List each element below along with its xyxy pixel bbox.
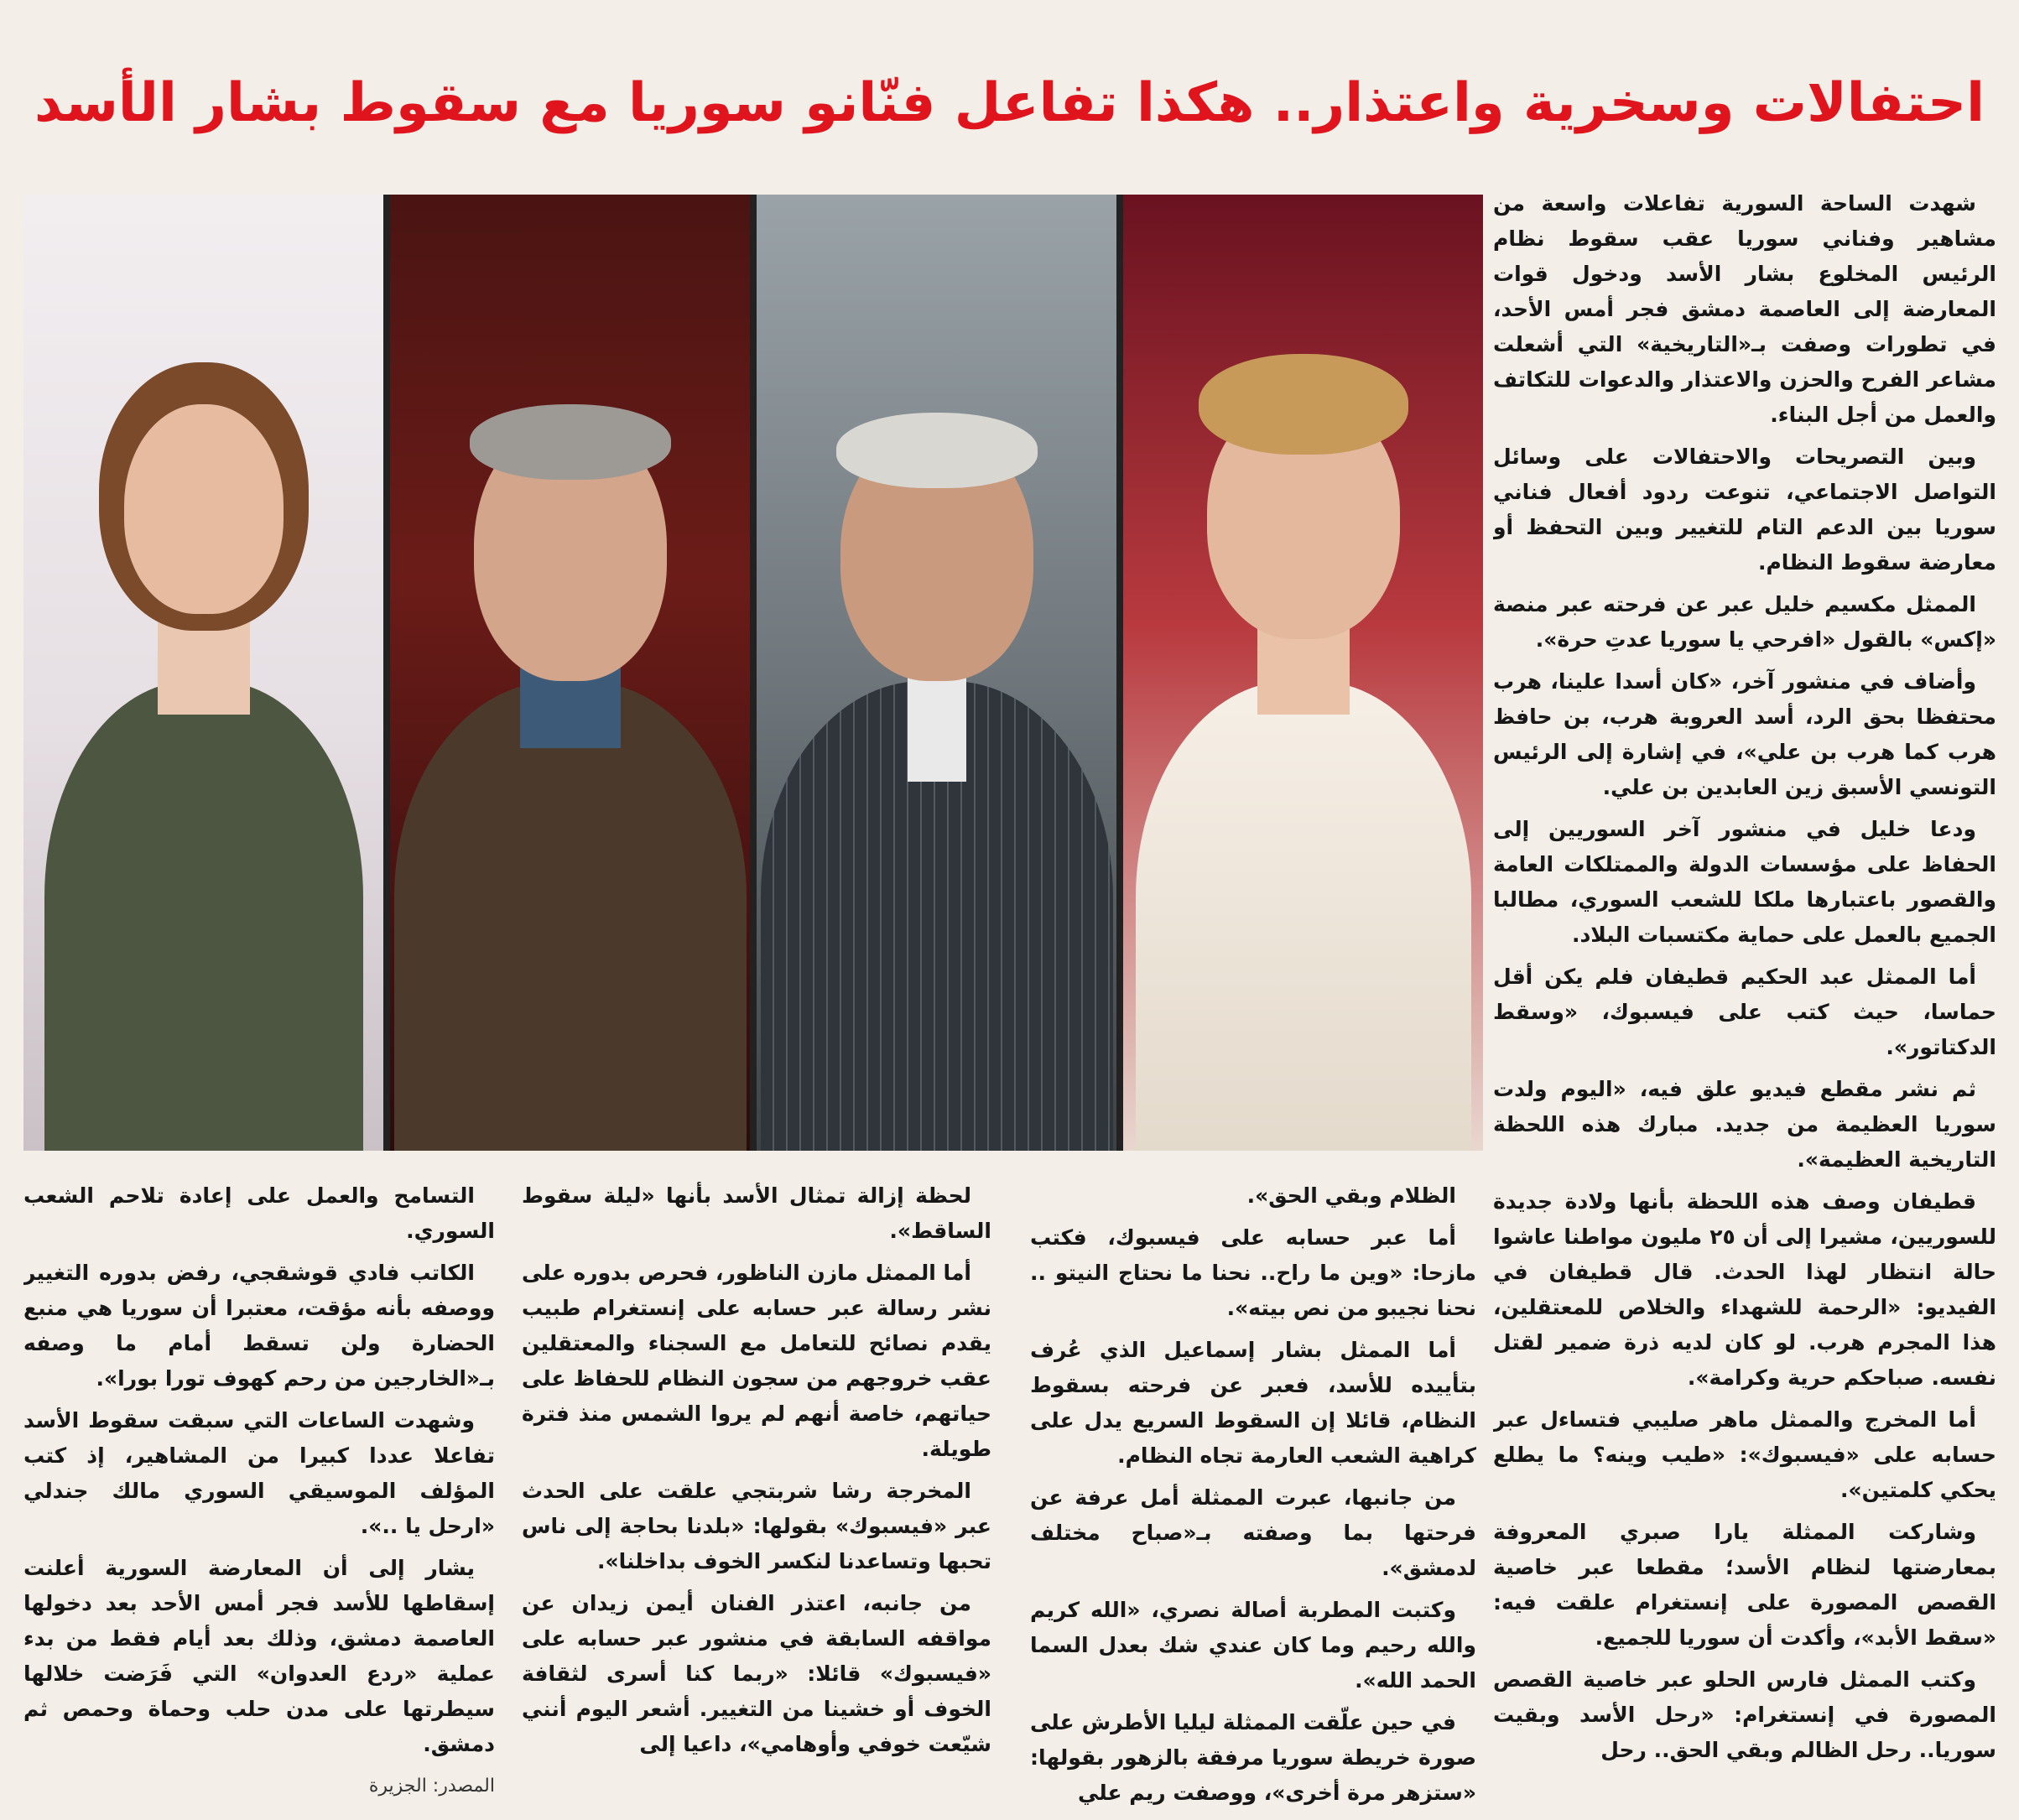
paragraph: ثم نشر مقطع فيديو علق فيه، «اليوم ولدت سوريا العظيمة من جديد. مبارك هذه اللحظة التاريخية العظيمة».	[1493, 1077, 1996, 1172]
paragraph: الكاتب فادي قوشقجي، رفض بدوره التغيير ووصفه بأنه مؤقت، معتبرا أن سوريا هي منبع الحضارة ولن تسقط أمام ما وصفه بـ«الخارجين من رحم كهوف تورا بورا».	[23, 1261, 495, 1391]
paragraph: أما المخرج والممثل ماهر صليبي فتساءل عبر حسابه على «فيسبوك»: «طيب وينه؟ ما يطلع يحكي كلمتين».	[1493, 1407, 1996, 1502]
paragraph: من جانبها، عبرت الممثلة أمل عرفة عن فرحتها بما وصفته بـ«صباح مختلف لدمشق».	[1030, 1485, 1476, 1580]
paragraph: المخرجة رشا شربتجي علقت على الحدث عبر «فيسبوك» بقولها: «بلدنا بحاجة إلى ناس تحبها وتساعدنا لنكسر الخوف بداخلنا».	[522, 1479, 991, 1573]
paragraph: شهدت الساحة السورية تفاعلات واسعة من مشاهير وفناني سوريا عقب سقوط نظام الرئيس المخلوع بشار الأسد ودخول قوات المعارضة إلى العاصمة دمشق فجر أمس الأحد، في تطورات وصفت بـ«التاريخية» التي أشعلت مشاعر الفرح والحزن والاعتذار والدعوات للتكاتف والعمل من أجل البناء.	[1493, 191, 1996, 427]
paragraph: من جانبه، اعتذر الفنان أيمن زيدان عن مواقفه السابقة في منشور عبر حسابه على «فيسبوك» قائلا: «ربما كنا أسرى لثقافة الخوف أو خشينا من التغيير. أشعر اليوم أنني شيّعت خوفي وأوهامي»، داعيا إلى	[522, 1591, 991, 1756]
paragraph: وبين التصريحات والاحتفالات على وسائل التواصل الاجتماعي، تنوعت ردود أفعال فناني سوريا بين الدعم التام للتغيير وبين التحفظ أو معارضة سقوط النظام.	[1493, 445, 1996, 575]
source-credit: المصدر: الجزيرة	[368, 1776, 495, 1797]
paragraph: ودعا خليل في منشور آخر السوريين إلى الحفاظ على مؤسسات الدولة والممتلكات العامة والقصور باعتبارها ملكا للشعب السوري، مطالبا الجميع بالعمل على حماية مكتسبات البلاد.	[1493, 817, 1996, 947]
photo-strip	[23, 195, 1483, 1151]
photo-man-pinstripe-suit	[757, 195, 1116, 1151]
paragraph: الممثل مكسيم خليل عبر عن فرحته عبر منصة «إكس» بالقول «افرحي يا سوريا عدتِ حرة».	[1493, 592, 1996, 652]
paragraph: أما الممثل مازن الناظور، فحرص بدوره على نشر رسالة عبر حسابه على إنستغرام طبيب يقدم نصائح للتعامل مع السجناء والمعتقلين عقب خروجهم من سجون النظام للحفاظ على حياتهم، خاصة أنهم لم يروا الشمس منذ فترة طويلة.	[522, 1261, 991, 1461]
paragraph: وكتب الممثل فارس الحلو عبر خاصية القصص المصورة في إنستغرام: «رحل الأسد وبقيت سوريا.. رحل الظالم وبقي الحق.. رحل	[1493, 1667, 1996, 1762]
paragraph: في حين علّقت الممثلة ليليا الأطرش على صورة خريطة سوريا مرفقة بالزهور بقولها: «ستزهر مرة أخرى»، ووصفت ريم علي	[1030, 1710, 1476, 1805]
paragraph: وشاركت الممثلة يارا صبري المعروفة بمعارضتها لنظام الأسد؛ مقطعا عبر خاصية القصص المصورة على إنستغرام علقت فيه: «سقط الأبد»، وأكدت أن سوريا للجميع.	[1493, 1520, 1996, 1650]
paragraph: يشار إلى أن المعارضة السورية أعلنت إسقاطها للأسد فجر أمس الأحد بعد دخولها العاصمة دمشق، وذلك بعد أيام فقط من بدء عملية «ردع العدوان» التي فَرَضت خلالها سيطرتها على مدن حلب وحماة وحمص ثم دمشق.	[23, 1556, 495, 1756]
paragraph: الظلام وبقي الحق».	[1246, 1183, 1456, 1208]
photo-woman-white-dress	[1123, 195, 1483, 1151]
paragraph: قطيفان وصف هذه اللحظة بأنها ولادة جديدة للسوريين، مشيرا إلى أن ٢٥ مليون مواطنا عاشوا حالة انتظار لهذا الحدث. قال قطيفان في الفيديو: «الرحمة للشهداء والخلاص للمعتقلين، هذا المجرم هرب. لو كان لديه ذرة ضمير لقتل نفسه. صباحكم حرية وكرامة».	[1493, 1189, 1996, 1390]
headline: احتفالات وسخرية واعتذار.. هكذا تفاعل فنّانو سوريا مع سقوط بشار الأسد	[34, 72, 1985, 134]
paragraph: وكتبت المطربة أصالة نصري، «الله كريم والله رحيم وما كان عندي شك بعدل السما الحمد الله».	[1030, 1598, 1476, 1693]
photo-man-brown-coat	[390, 195, 750, 1151]
paragraph: وأضاف في منشور آخر، «كان أسدا علينا، هرب محتفظا بحق الرد، أسد العروبة هرب، بن حافظ هرب كما هرب بن علي»، في إشارة إلى الرئيس التونسي الأسبق زين العابدين بن علي.	[1493, 669, 1996, 799]
paragraph: أما عبر حسابه على فيسبوك، فكتب مازحا: «وين ما راح.. نحنا ما نحتاج النيتو .. نحنا نجيبو من نص بيته».	[1030, 1225, 1476, 1320]
paragraph: التسامح والعمل على إعادة تلاحم الشعب السوري.	[23, 1183, 495, 1243]
paragraph: أما الممثل عبد الحكيم قطيفان فلم يكن أقل حماسا، حيث كتب على فيسبوك، «وسقط الدكتاتور».	[1493, 965, 1996, 1059]
photo-woman-blazer	[23, 195, 383, 1151]
paragraph: وشهدت الساعات التي سبقت سقوط الأسد تفاعلا عددا كبيرا من المشاهير، إذ كتب المؤلف الموسيقي السوري مالك جندلي «ارحل يا ..».	[23, 1408, 495, 1538]
article-column-1	[1493, 186, 1996, 1805]
paragraph: أما الممثل بشار إسماعيل الذي عُرف بتأييده للأسد، فعبر عن فرحته بسقوط النظام، قائلا إن السقوط السريع يدل على كراهية الشعب العارمة تجاه النظام.	[1030, 1338, 1476, 1468]
article-column-3	[522, 1178, 991, 1807]
article-column-2	[1030, 1178, 1476, 1807]
article-column-4	[23, 1178, 495, 1807]
paragraph: لحظة إزالة تمثال الأسد بأنها «ليلة سقوط الساقط».	[522, 1183, 991, 1243]
